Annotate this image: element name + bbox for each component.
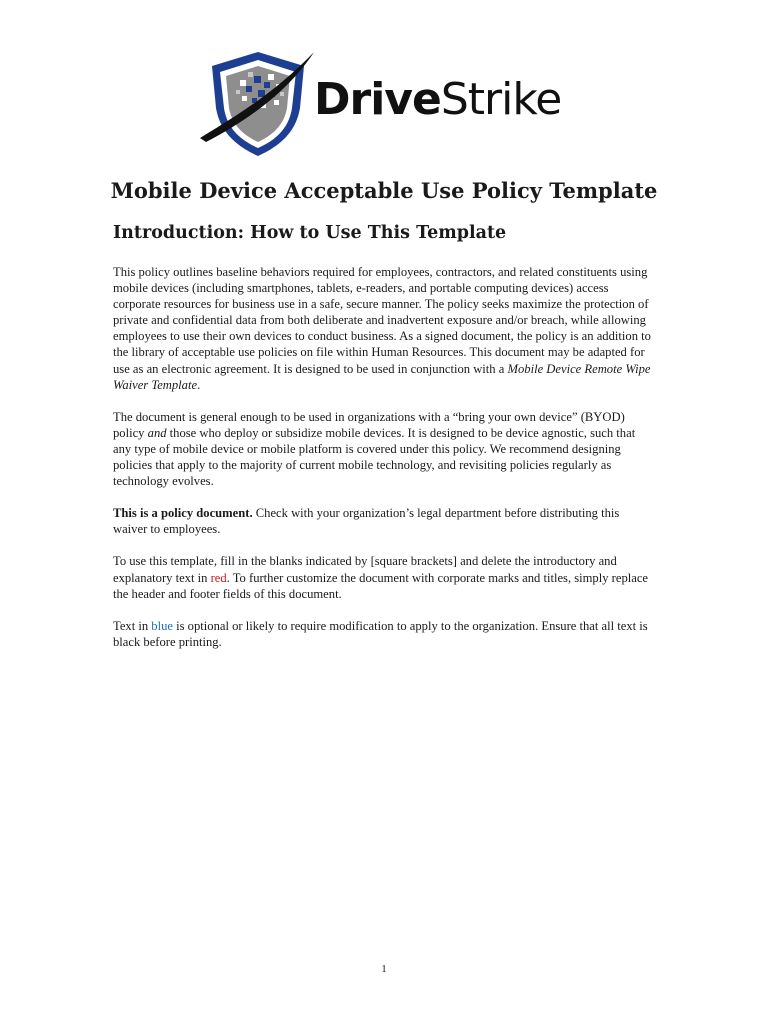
logo-wordmark <box>314 74 561 125</box>
p3-rest: Check with your organization’s legal department before distributing this waiver to employees. <box>113 506 620 537</box>
shield-icon <box>196 46 316 158</box>
p2-end: those who deploy or subsidize mobile devices. It is designed to be device agnostic, such that any type of mobile device or mobile platform is covered under this policy. We recommend designing policies that apply to the majority of current mobile technology, and revisiting policies regularly as technology evolves. <box>113 425 636 489</box>
p3-bold: This is a policy document. <box>113 506 253 521</box>
p5-end: is optional or likely to require modification to apply to the organization. Ensure that all text is black before printing. <box>113 618 648 649</box>
section-heading: Introduction: How to Use This Template <box>113 223 507 243</box>
p1-text: This policy outlines baseline behaviors required for employees, contractors, and related constituents using mobile devices (including smartphones, tablets, e-readers, and portable computing devices) access corporate resources for business use in a safe, secure manner. The policy seeks maximize the protection of private and confidential data from both deliberate and inadvertent exposure and/or breach, while allowing employees to use their own devices to conduct business. As a signed document, the policy is an addition to the library of acceptable use policies on file within Human Resources. This document may be adapted for use as an electronic agreement. It is designed to be used in conjunction with a <box>113 265 651 376</box>
p4-start: To use this template, fill in the blanks indicated by [square brackets] and delete the introductory and explanatory text in <box>113 554 617 585</box>
logo-word-strike: Strike <box>440 74 562 125</box>
p5-start: Text in <box>113 618 152 633</box>
p2-italic: and <box>147 425 167 440</box>
p2-start: The document is general enough to be used in organizations with a “bring your own device” (BYOD) policy <box>113 409 625 440</box>
logo-word-drive: Drive <box>314 74 441 125</box>
paragraph-1 <box>113 264 653 393</box>
p5-blue-word: blue <box>151 618 173 633</box>
p1-italic: Mobile Device Remote Wipe Waiver Template <box>113 361 651 392</box>
p1-end: . <box>197 377 201 392</box>
paragraph-5 <box>113 618 653 650</box>
document-body <box>113 264 653 666</box>
paragraph-3 <box>113 505 653 537</box>
drivestrike-logo <box>196 46 576 158</box>
page-number: 1 <box>381 963 387 975</box>
p4-red-word: red <box>210 570 227 585</box>
paragraph-4 <box>113 553 653 601</box>
document-title: Mobile Device Acceptable Use Policy Template <box>110 178 658 203</box>
p4-end: . To further customize the document with corporate marks and titles, simply replace the header and footer fields of this document. <box>113 570 649 601</box>
paragraph-2 <box>113 409 653 489</box>
